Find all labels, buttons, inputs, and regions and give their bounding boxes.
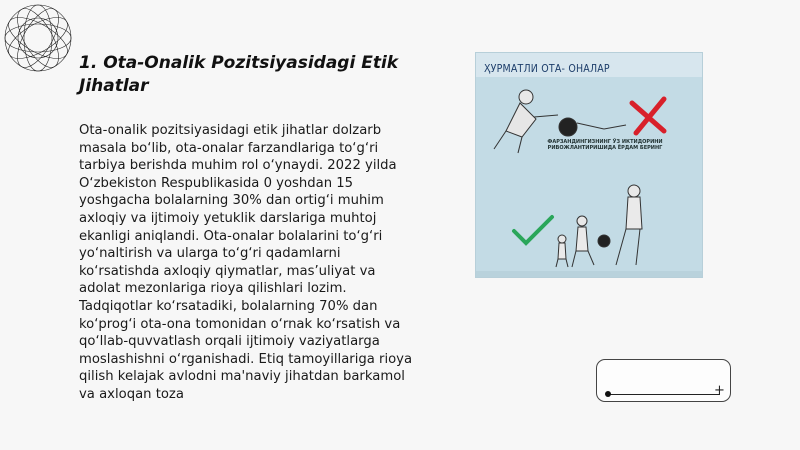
plus-icon[interactable]: + xyxy=(714,383,725,398)
right-mark xyxy=(514,217,552,243)
body-paragraph: Ota-onalik pozitsiyasidagi etik jihatlar dolzarb masala bo‘lib, ota-onalar farzandlariga to‘g‘ri tarbiya berishda muhim rol o‘ynaydi. 2022 yilda O‘zbekiston Respublikasida 0 yoshdan 15 yoshgacha bolalarning 30% dan ortig‘i muhim axloqiy va ijtimoiy yetuklik darslariga muhtoj ekanligi aniqlandi. Ota-onalar bolalarini to‘g‘ri yo‘naltirish va ularga to‘g‘ri qadamlarni ko‘rsatishda axloqiy qiymatlar, mas’uliyat va adolat mezonlariga rioya qilishlari lozim. Tadqiqotlar ko‘rsatadiki, bolalarning 70% dan ko‘prog‘i ota-ona tomonidan o‘rnak ko‘rsatish va qo‘llab-quvvatlash orqali ijtimoiy vaziyatlarga moslashishni o‘rganishadi. Etiq tamoyillariga rioya qilish kelajak avlodni ma'naviy jihatdan barkamol va axloqan toza xyxy=(79,123,413,402)
slider-track[interactable] xyxy=(608,394,720,395)
poster-illustration xyxy=(476,53,702,277)
slide-title: 1. Ota-Onalik Pozitsiyasidagi Etik Jihatlar xyxy=(79,53,399,96)
wrong-mark xyxy=(632,99,664,133)
circle-ornament-icon xyxy=(2,2,74,74)
poster-caption: ФАРЗАНДИНГИЗНИНГ ЎЗ ИКТИДОРИНИ РИВОЖЛАНТИРИШИДА ЁРДАМ БЕРИНГ xyxy=(547,139,663,151)
poster-header: ҲУРМАТЛИ ОТА- ОНАЛАР xyxy=(484,63,610,75)
slider-control[interactable] xyxy=(596,359,731,402)
slider-handle[interactable] xyxy=(605,391,611,397)
poster-image xyxy=(475,52,703,278)
